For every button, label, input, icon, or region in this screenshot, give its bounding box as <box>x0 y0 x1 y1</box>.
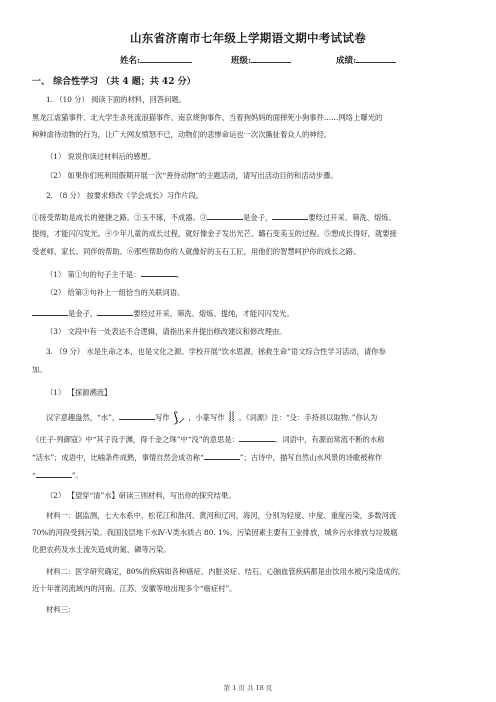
question-3-passage-line: 汉字意趣盎然，“水”， 写作 ⟆⸝ ，小篆写作 ⦚⦚ 。《词源》注：“殳：手持具以取物。”你认为 <box>46 410 378 426</box>
question-2-sub-3: （3） 文段中有一处表达不合逻辑，请指出来并提出修改建议和修改理由。 <box>46 327 287 336</box>
question-3-stem: 加。 <box>32 365 47 374</box>
name-label: 姓名: <box>120 56 141 66</box>
fill-blank <box>36 469 72 478</box>
question-1-sub-2: （2） 如果你们班利用假期开展一次“善待动物”的主题活动，请写出活动目的和活动步骤。 <box>46 171 338 180</box>
question-3-sub-2: （2） 【望穿“清”水】研读三则材料，写出你的探究结果。 <box>46 491 236 500</box>
name-field <box>120 53 192 66</box>
material-1-line: 化把农药及水土流失造成的氮、磷等污染。 <box>32 545 171 554</box>
seal-script-water-glyph: ⦚⦚ <box>228 410 235 426</box>
name-blank <box>140 53 192 63</box>
question-1-material-line: 黑龙江虐猫事件、北大学生杀死流浪猫事件、南京烧狗事件、当着狗妈妈的面摔死小狗事件……网络上曝光的 <box>32 113 383 122</box>
question-3-passage-line: 《庄子·列御寇》中“其子没于渊，得千金之珠”中“没”的意思是： 。词语中，有源而常流不断的水称 <box>32 435 385 444</box>
material-1-line: 材料一：据监测，七大水系中，松花江和淮河、黄河和辽河，海河，分别为轻度、中度、重度污染，多数河流 <box>46 511 397 520</box>
student-info-row <box>0 53 496 67</box>
fill-blank <box>97 307 133 316</box>
score-label: 成绩: <box>336 56 357 66</box>
material-1-line: 70%的河段受到污染。我国浅层地下水Ⅳ·Ⅴ类水质占 80. 1%。污染因素主要有工业排放，城乡污水排放与垃圾腐 <box>32 528 398 537</box>
class-label: 班级: <box>231 56 252 66</box>
question-3-passage-line: “活水”；成语中，比喻条件成熟，事情自然会成功称“ ”；古诗中，描写自然山水风景的诗歌被称作 <box>32 453 383 462</box>
question-2-sub-2: （2） 给第③句补上一组恰当的关联词语。 <box>46 288 185 297</box>
class-blank <box>251 53 291 63</box>
question-3-stem: 3. （9 分） 水是生命之本，也是文化之源。学校开展“饮水思源，拯救生命”语文综合性学习活动，请你参 <box>46 347 386 356</box>
question-1-stem: 1. （10 分） 阅读下面的材料，回答问题。 <box>46 95 186 104</box>
fill-blank <box>239 433 275 442</box>
question-2-sub-1: （1） 第①句的句子主干是： 。 <box>46 270 184 279</box>
page-footer: 第 1 页 共 18 页 <box>223 684 273 692</box>
fill-blank <box>272 211 308 220</box>
score-blank <box>356 53 396 63</box>
fill-blank <box>32 307 68 316</box>
oracle-bone-water-glyph: ⟆⸝ <box>172 410 186 426</box>
question-2-passage-line: 提纯，才能闪闪发光。④少年儿童的成长过程，就好像金子发出光芒、璐石变美玉的过程。⑤想成长得好，就要接 <box>32 229 397 238</box>
question-2-sub-2-answer-line: 是金子， 要经过开采、筛洗、熔炼、提纯，才能闪闪发光。 <box>32 307 294 319</box>
material-3-label: 材料三： <box>46 605 76 614</box>
question-2-passage-line: 受老师、家长、同伴的帮助。⑥那些帮助你的人就像好的玉石工匠，用他们的智慧呵护你的成长之路。 <box>32 247 361 256</box>
question-2-stem: 2. （8 分） 按要求修改《学会成长》习作片段。 <box>46 191 204 200</box>
material-2-line: 近十年淮河流域内的河南、江苏、安徽等地出现多个“癌症村”。 <box>32 584 237 593</box>
question-3-sub-1: （1） 【探源溯流】 <box>46 388 112 397</box>
page-title: 山东省济南市七年级上学期语文期中考试试卷 <box>130 31 366 45</box>
question-3-passage-line: “ ”。 <box>32 471 83 480</box>
question-1-material-line: 种种虐待动物的行为，让广大网友愤怒不已，动物们的悲惨命运也一次次撕扯着众人的神经。 <box>32 130 332 139</box>
question-2-passage-line: ①接受帮助是成长的便捷之路。②玉不琢，不成器。③ 是金子， 要经过开采、筛洗、熔炼、 <box>32 213 396 222</box>
fill-blank <box>119 411 155 420</box>
section-heading: 一、 综合性学习 （共 4 题；共 42 分） <box>32 77 196 87</box>
fill-blank <box>204 451 240 460</box>
fill-blank <box>141 268 177 277</box>
question-1-sub-1: （1） 说说你读过材料后的感想。 <box>46 152 156 161</box>
class-field <box>231 53 291 66</box>
fill-blank <box>207 211 243 220</box>
score-field <box>336 53 396 66</box>
material-2-line: 材料二：医学研究确定，80%的疾病如各种癌症、内脏炎症、结石、心脑血管疾病都是由饮用水被污染造成的。 <box>46 567 406 576</box>
